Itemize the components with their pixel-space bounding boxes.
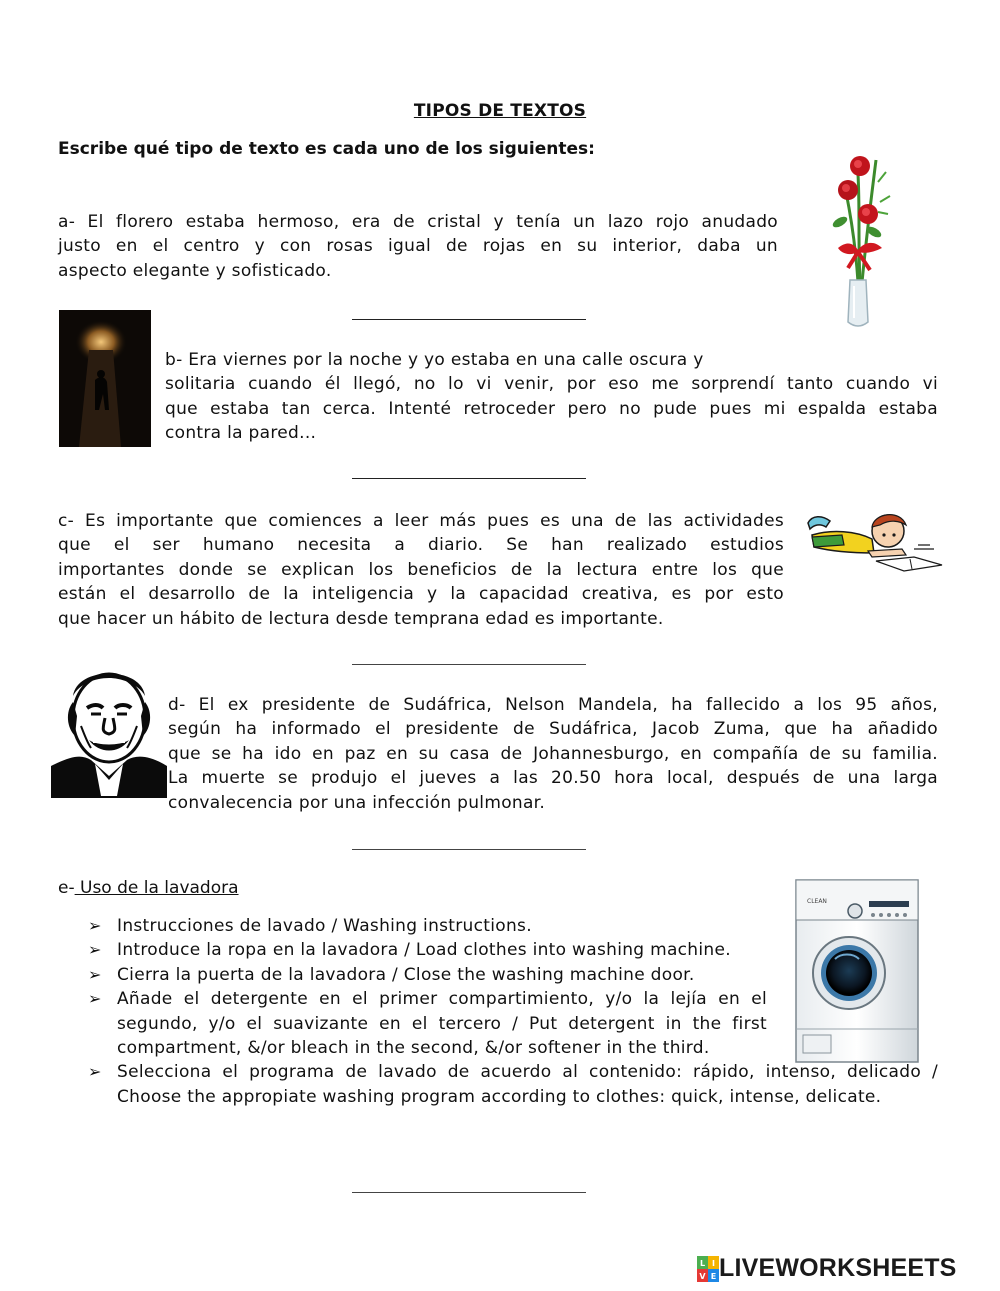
answer-line-d[interactable] <box>352 849 586 850</box>
logo-badge-icon <box>697 1256 719 1282</box>
text-d-line: convalecencia por una infección pulmonar. <box>168 792 546 813</box>
text-b-line: b- Era viernes por la noche y yo estaba en una calle oscura y <box>165 350 704 370</box>
text-c-line: están el desarrollo de la inteligencia y la capacidad creativa, es por esto <box>58 584 784 605</box>
badge-letter: I <box>712 1258 715 1268</box>
text-b-line: solitaria cuando él llegó, no lo vi venir, por eso me sorprendí tanto cuando vi <box>165 374 938 395</box>
text-a-line: aspecto elegante y sofisticado. <box>58 260 332 281</box>
answer-line-b[interactable] <box>352 478 586 479</box>
rose-vase-image <box>818 152 894 332</box>
arrow-bullet-icon: ➢ <box>88 989 102 1009</box>
child-reading-image <box>802 505 944 577</box>
text-c-line: c- Es importante que comiences a leer más pues es una de las actividades <box>58 511 784 531</box>
text-b-line: que estaba tan cerca. Intenté retroceder pero no pude pues mi espalda estaba <box>165 398 938 419</box>
text-c-line: que el ser humano necesita a diario. Se han realizado estudios <box>58 535 784 556</box>
text-b <box>165 348 938 446</box>
step-text: Introduce la ropa en la lavadora / Load clothes into washing machine. <box>117 940 731 961</box>
text-d-line: según ha informado el presidente de Sudáfrica, Jacob Zuma, que ha añadido <box>168 719 938 740</box>
step-item <box>88 987 767 1060</box>
step-text: Cierra la puerta de la lavadora / Close the washing machine door. <box>117 964 695 985</box>
text-c-line: importantes donde se explican los beneficios de la lectura entre los que <box>58 559 784 580</box>
text-d-line: d- El ex presidente de Sudáfrica, Nelson Mandela, ha fallecido a los 95 años, <box>168 695 938 715</box>
arrow-bullet-icon: ➢ <box>88 916 102 935</box>
arrow-bullet-icon: ➢ <box>88 1062 102 1082</box>
text-c <box>58 509 784 631</box>
section-e-heading: Uso de la lavadora <box>74 878 239 898</box>
washer-brand: CLEAN <box>807 898 827 905</box>
arrow-bullet-icon: ➢ <box>88 940 102 960</box>
step-item <box>88 963 767 987</box>
badge-letter: V <box>699 1271 706 1281</box>
answer-line-e[interactable] <box>352 1192 586 1193</box>
text-a-line: a- El florero estaba hermoso, era de cristal y tenía un lazo rojo anudado <box>58 212 778 232</box>
answer-line-c[interactable] <box>352 664 586 665</box>
text-b-line: contra la pared... <box>165 423 317 444</box>
badge-letter: L <box>699 1258 706 1268</box>
step-item <box>88 938 767 962</box>
text-c-line: que hacer un hábito de lectura desde temprana edad es importante. <box>58 608 664 629</box>
text-a <box>58 210 778 283</box>
arrow-bullet-icon: ➢ <box>88 964 102 984</box>
badge-letter: E <box>710 1271 717 1281</box>
text-d <box>168 693 938 815</box>
liveworksheets-logo <box>697 1254 957 1283</box>
answer-line-a[interactable] <box>352 319 586 320</box>
portrait-image <box>51 656 167 798</box>
section-e-title <box>58 878 239 898</box>
instruction-text: Escribe qué tipo de texto es cada uno de los siguientes: <box>58 139 595 159</box>
step-text: Selecciona el programa de lavado de acuerdo al contenido: rápido, intenso, delicado / Choose the appropiate washing program according to clothes: quick, intense, delicate. <box>117 1062 938 1107</box>
step-item <box>88 914 767 938</box>
washing-steps-list <box>88 914 938 1109</box>
section-e-prefix: e- <box>58 878 75 898</box>
step-text: Añade el detergente en el primer compartimiento, y/o la lejía en el segundo, y/o el suavizante en el tercero / Put detergent in the first compartment, &/or bleach in the second, &/or softener in the third. <box>117 989 767 1059</box>
dark-alley-image <box>59 310 151 447</box>
text-d-line: La muerte se produjo el jueves a las 20.50 hora local, después de una larga <box>168 768 938 789</box>
text-d-line: que se ha ido en paz en su casa de Johannesburgo, en compañía de su familia. <box>168 743 938 764</box>
logo-text: LIVEWORKSHEETS <box>719 1254 957 1282</box>
text-a-line: justo en el centro y con rosas igual de rojas en su interior, daba un <box>58 236 778 257</box>
step-text: Instrucciones de lavado / Washing instructions. <box>117 916 532 936</box>
page-title: TIPOS DE TEXTOS <box>413 101 587 121</box>
step-item <box>88 1060 938 1109</box>
